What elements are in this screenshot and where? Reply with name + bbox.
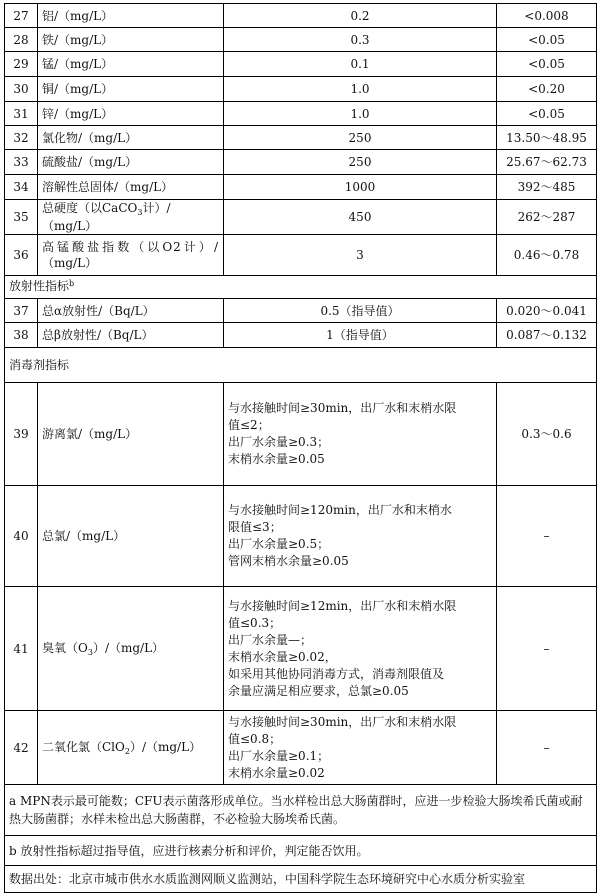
indicator-name: [38, 711, 224, 785]
limit-text: [224, 711, 497, 785]
limit-line: 末梢水余量≥0.02，: [228, 649, 337, 664]
table-row: [5, 299, 597, 323]
limit-value: 450: [224, 200, 497, 235]
indicator-name: [38, 200, 224, 235]
footnote-mark: b: [69, 279, 75, 288]
limit-line: 与水接触时间≥12min，出厂水和末梢水限: [228, 598, 457, 613]
data-source: 数据出处：北京市城市供水水质监测网顺义监测站，中国科学院生态环境研究中心水质分析实验室: [5, 866, 597, 893]
indicator-name: 总α放射性/（Bq/L）: [38, 299, 224, 323]
row-number: 41: [5, 587, 38, 711]
section-row: [5, 276, 597, 299]
limit-line: 值≤2；: [228, 418, 270, 432]
table-row: [5, 486, 597, 587]
table-row: [5, 102, 597, 126]
name-part: 计）/（mg/L）: [42, 201, 171, 233]
limit-line: 余量应满足相应要求，总氯≥0.05: [228, 683, 409, 698]
indicator-name: 游离氯/（mg/L）: [38, 383, 224, 486]
row-number: 31: [5, 102, 38, 126]
footnote-b: b 放射性指标超过指导值，应进行核素分析和评价，判定能否饮用。: [5, 836, 597, 866]
indicator-name: 总氯/（mg/L）: [38, 486, 224, 587]
name-part: 总硬度（以CaCO: [42, 201, 138, 215]
indicator-name: 硫酸盐/（mg/L）: [38, 150, 224, 175]
measured-range: 25.67～62.73: [497, 150, 597, 175]
limit-line: 出厂水余量≥0.3；: [228, 435, 330, 449]
indicator-name: [38, 587, 224, 711]
footnote-row: [5, 866, 597, 893]
name-line: 高锰酸盐指数（以O2计）/: [42, 240, 219, 254]
limit-value: 0.2: [224, 4, 497, 28]
indicator-name: 铜/（mg/L）: [38, 77, 224, 102]
measured-range: 392～485: [497, 175, 597, 200]
limit-value: 1（指导值）: [224, 323, 497, 348]
row-number: 27: [5, 4, 38, 28]
name-part: ）/（mg/L）: [92, 640, 165, 655]
measured-range: –: [497, 711, 597, 785]
subscript: 3: [137, 208, 143, 217]
measured-range: 0.020～0.041: [497, 299, 597, 323]
measured-range: 0.3～0.6: [497, 383, 597, 486]
row-number: 37: [5, 299, 38, 323]
table-row: [5, 150, 597, 175]
indicator-name: 氯化物/（mg/L）: [38, 126, 224, 150]
row-number: 32: [5, 126, 38, 150]
limit-value: 1.0: [224, 77, 497, 102]
table-row: [5, 175, 597, 200]
indicator-name: 锌/（mg/L）: [38, 102, 224, 126]
indicator-name: 总β放射性/（Bq/L）: [38, 323, 224, 348]
table-row: [5, 28, 597, 52]
limit-line: 管网末梢水余量≥0.05: [228, 554, 349, 568]
measured-range: –: [497, 587, 597, 711]
name-part: ）/（mg/L）: [129, 739, 202, 754]
limit-value: 3: [224, 235, 497, 276]
measured-range: <0.05: [497, 102, 597, 126]
row-number: 39: [5, 383, 38, 486]
section-label: 放射性指标: [9, 279, 70, 293]
row-number: 42: [5, 711, 38, 785]
indicator-name: 铁/（mg/L）: [38, 28, 224, 52]
measured-range: 0.46～0.78: [497, 235, 597, 276]
subscript: 3: [87, 647, 93, 657]
subscript: 2: [124, 746, 130, 756]
water-quality-table: [4, 3, 597, 893]
limit-value: 0.1: [224, 52, 497, 77]
measured-range: <0.20: [497, 77, 597, 102]
limit-line: 值≤0.3；: [228, 615, 282, 630]
row-number: 29: [5, 52, 38, 77]
limit-line: 出厂水余量≥0.5；: [228, 537, 330, 551]
table-row: [5, 52, 597, 77]
measured-range: <0.05: [497, 52, 597, 77]
limit-line: 末梢水余量≥0.05: [228, 452, 325, 466]
indicator-name: 铝/（mg/L）: [38, 4, 224, 28]
table-row: [5, 200, 597, 235]
section-heading: [5, 276, 597, 299]
measured-range: 0.087～0.132: [497, 323, 597, 348]
row-number: 33: [5, 150, 38, 175]
row-number: 34: [5, 175, 38, 200]
table-row: [5, 323, 597, 348]
limit-line: 值≤0.8；: [228, 731, 282, 746]
measured-range: 262～287: [497, 200, 597, 235]
measured-range: –: [497, 486, 597, 587]
measured-range: <0.05: [497, 28, 597, 52]
limit-value: 0.3: [224, 28, 497, 52]
footnote-row: [5, 785, 597, 836]
row-number: 30: [5, 77, 38, 102]
limit-text: [224, 383, 497, 486]
limit-value: 0.5（指导值）: [224, 299, 497, 323]
footnote-row: [5, 836, 597, 866]
row-number: 35: [5, 200, 38, 235]
limit-line: 出厂水余量—；: [228, 632, 313, 647]
limit-text: [224, 587, 497, 711]
row-number: 36: [5, 235, 38, 276]
indicator-name: 锰/（mg/L）: [38, 52, 224, 77]
limit-value: 1.0: [224, 102, 497, 126]
limit-line: 出厂水余量≥0.1；: [228, 748, 330, 763]
limit-value: 1000: [224, 175, 497, 200]
limit-line: 与水接触时间≥30min，出厂水和末梢水限: [228, 401, 457, 415]
table-row: [5, 711, 597, 785]
table-row: [5, 587, 597, 711]
row-number: 38: [5, 323, 38, 348]
measured-range: <0.008: [497, 4, 597, 28]
limit-line: 如采用其他协同消毒方式，消毒剂限值及: [228, 666, 445, 681]
indicator-name: 溶解性总固体/（mg/L）: [38, 175, 224, 200]
limit-line: 末梢水余量≥0.02: [228, 765, 325, 780]
measured-range: 13.50～48.95: [497, 126, 597, 150]
limit-line: 与水接触时间≥30min，出厂水和末梢水限: [228, 714, 457, 729]
name-part: 臭氧（O: [42, 640, 88, 655]
indicator-name: [38, 235, 224, 276]
limit-line: 与水接触时间≥120min，出厂水和末梢水: [228, 503, 452, 517]
row-number: 40: [5, 486, 38, 587]
section-row: [5, 348, 597, 383]
limit-value: 250: [224, 150, 497, 175]
row-number: 28: [5, 28, 38, 52]
name-part: 二氧化氯（ClO: [42, 739, 125, 754]
limit-line: 限值≤3；: [228, 520, 282, 534]
limit-value: 250: [224, 126, 497, 150]
name-line: （mg/L）: [42, 256, 98, 270]
table-row: [5, 77, 597, 102]
footnote-a: a MPN表示最可能数；CFU表示菌落形成单位。当水样检出总大肠菌群时，应进一步检验大肠埃希氏菌或耐热大肠菌群；水样未检出总大肠菌群，不必检验大肠埃希氏菌。: [5, 785, 597, 836]
table-row: [5, 126, 597, 150]
table-row: [5, 383, 597, 486]
table-row: [5, 4, 597, 28]
limit-text: [224, 486, 497, 587]
table-row: [5, 235, 597, 276]
section-heading: 消毒剂指标: [5, 348, 597, 383]
